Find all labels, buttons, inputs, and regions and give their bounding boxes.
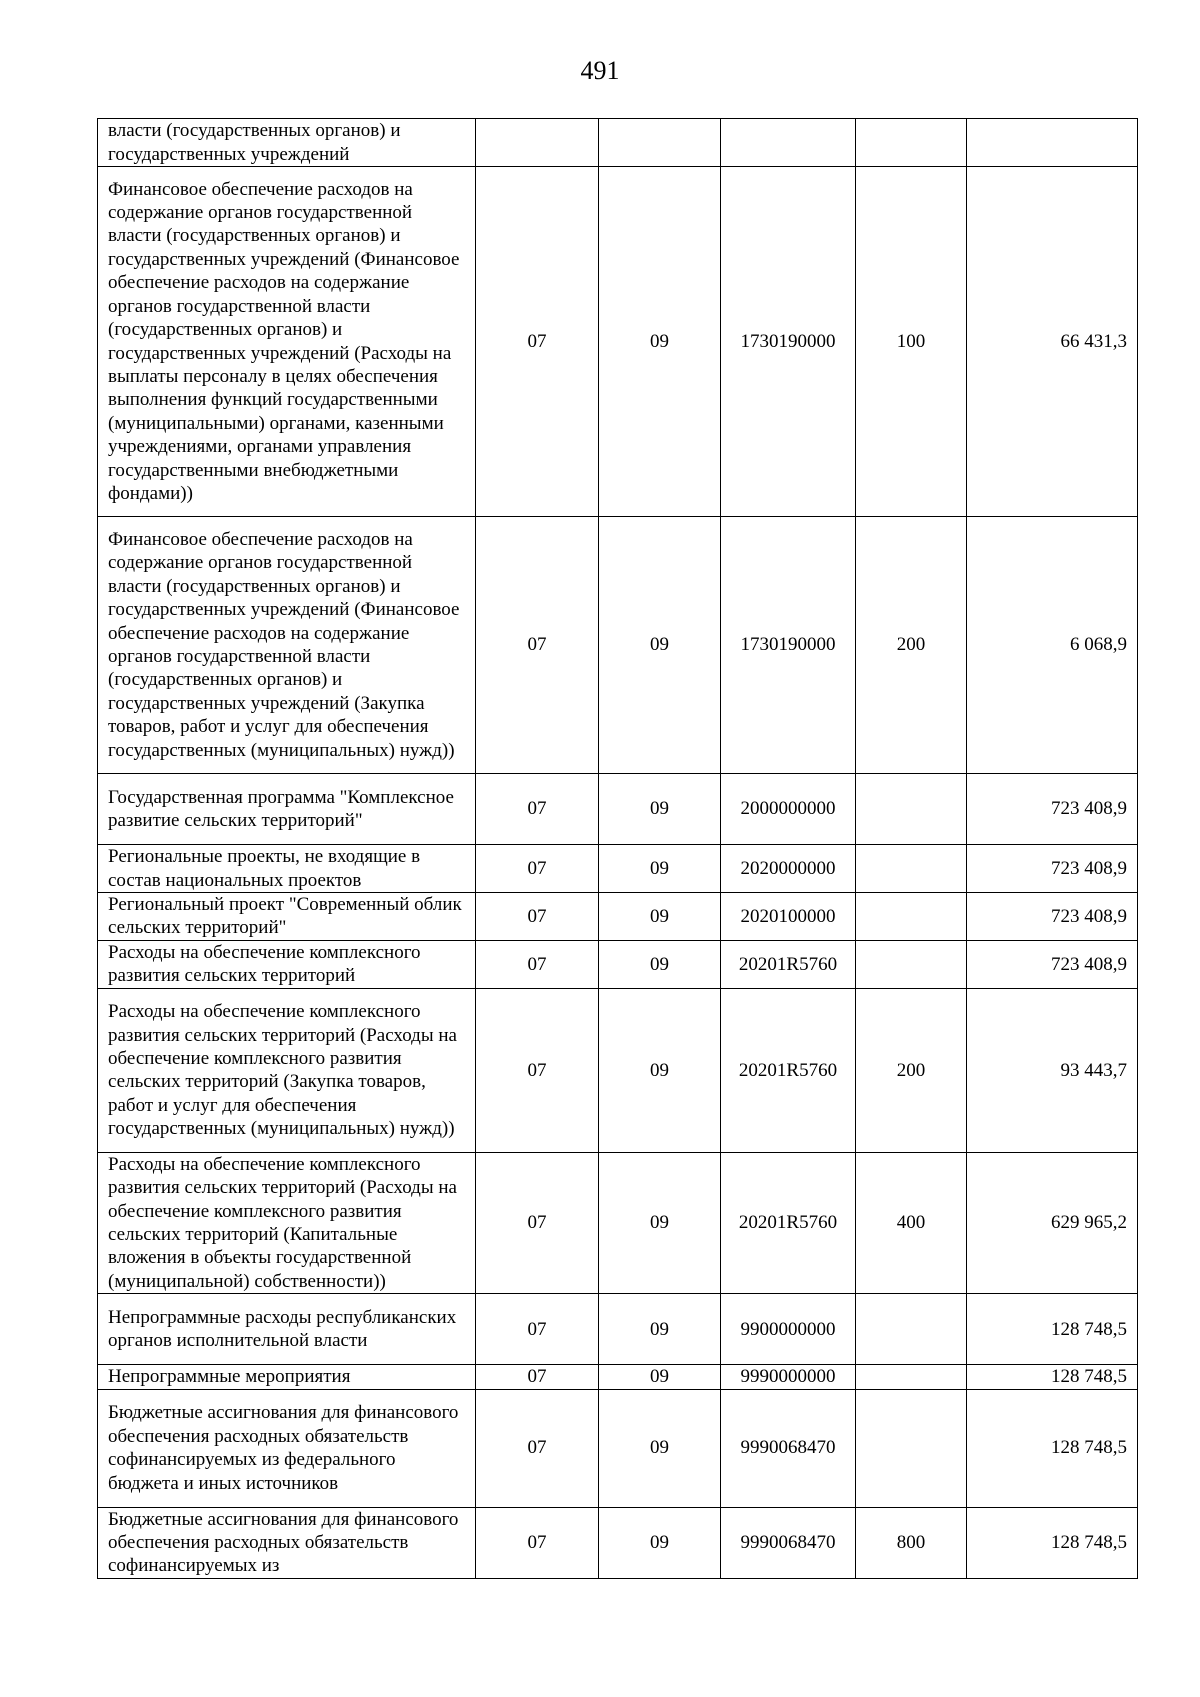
expense-type-code: 200 [856, 988, 967, 1152]
section-code: 07 [476, 988, 599, 1152]
subsection-code: 09 [599, 988, 721, 1152]
section-code: 07 [476, 1294, 599, 1365]
section-code: 07 [476, 167, 599, 517]
amount-cell: 629 965,2 [967, 1152, 1138, 1293]
amount-cell: 93 443,7 [967, 988, 1138, 1152]
table-row [98, 119, 1138, 167]
expense-type-code [856, 1389, 967, 1507]
amount-cell: 128 748,5 [967, 1294, 1138, 1365]
expense-name: Государственная программа "Комплексное развитие сельских территорий" [98, 774, 476, 845]
amount-cell: 723 408,9 [967, 774, 1138, 845]
table-row [98, 988, 1138, 1152]
subsection-code: 09 [599, 1152, 721, 1293]
table-row [98, 1294, 1138, 1365]
target-article-code: 20201R5760 [721, 1152, 856, 1293]
subsection-code [599, 119, 721, 167]
table-row [98, 517, 1138, 774]
expense-type-code: 200 [856, 517, 967, 774]
target-article-code: 20201R5760 [721, 988, 856, 1152]
expense-name: Расходы на обеспечение комплексного развития сельских территорий (Расходы на обеспечение комплексного развития сельских территорий (Закупка товаров, работ и услуг для обеспечения государственных (муниципальных) нужд)) [98, 988, 476, 1152]
expense-type-code [856, 845, 967, 893]
target-article-code: 2020000000 [721, 845, 856, 893]
subsection-code: 09 [599, 1365, 721, 1389]
subsection-code: 09 [599, 893, 721, 941]
subsection-code: 09 [599, 940, 721, 988]
target-article-code: 2020100000 [721, 893, 856, 941]
section-code: 07 [476, 940, 599, 988]
expense-type-code: 100 [856, 167, 967, 517]
expense-type-code [856, 1294, 967, 1365]
amount-cell: 128 748,5 [967, 1507, 1138, 1578]
subsection-code: 09 [599, 517, 721, 774]
page-number: 491 [580, 56, 620, 85]
table-row [98, 1365, 1138, 1389]
section-code: 07 [476, 1507, 599, 1578]
amount-cell: 6 068,9 [967, 517, 1138, 774]
expense-name: власти (государственных органов) и государственных учреждений [98, 119, 476, 167]
expense-name: Финансовое обеспечение расходов на содержание органов государственной власти (государственных органов) и государственных учреждений (Финансовое обеспечение расходов на содержание органов государственной власти (государственных органов) и государственных учреждений (Расходы на выплаты персоналу в целях обеспечения выполнения функций государственными (муниципальными) органами, казенными учреждениями, органами управления государственными внебюджетными фондами)) [98, 167, 476, 517]
target-article-code: 9900000000 [721, 1294, 856, 1365]
expense-name: Региональный проект "Современный облик сельских территорий" [98, 893, 476, 941]
expense-type-code [856, 119, 967, 167]
target-article-code: 1730190000 [721, 167, 856, 517]
subsection-code: 09 [599, 845, 721, 893]
expense-type-code [856, 940, 967, 988]
budget-table [97, 118, 1138, 1579]
table-row [98, 1152, 1138, 1293]
expense-name: Бюджетные ассигнования для финансового обеспечения расходных обязательств софинансируемых из [98, 1507, 476, 1578]
expense-name: Финансовое обеспечение расходов на содержание органов государственной власти (государственных органов) и государственных учреждений (Финансовое обеспечение расходов на содержание органов государственной власти (государственных органов) и государственных учреждений (Закупка товаров, работ и услуг для обеспечения государственных (муниципальных) нужд)) [98, 517, 476, 774]
amount-cell [967, 119, 1138, 167]
table-row [98, 774, 1138, 845]
subsection-code: 09 [599, 1507, 721, 1578]
target-article-code: 9990068470 [721, 1507, 856, 1578]
expense-type-code: 800 [856, 1507, 967, 1578]
table-row [98, 845, 1138, 893]
expense-type-code [856, 893, 967, 941]
table-row [98, 1507, 1138, 1578]
target-article-code: 1730190000 [721, 517, 856, 774]
target-article-code [721, 119, 856, 167]
section-code: 07 [476, 517, 599, 774]
section-code: 07 [476, 1365, 599, 1389]
table-row [98, 167, 1138, 517]
table-row [98, 893, 1138, 941]
expense-name: Непрограммные мероприятия [98, 1365, 476, 1389]
expense-name: Региональные проекты, не входящие в состав национальных проектов [98, 845, 476, 893]
subsection-code: 09 [599, 1389, 721, 1507]
expense-type-code [856, 1365, 967, 1389]
amount-cell: 723 408,9 [967, 893, 1138, 941]
section-code: 07 [476, 893, 599, 941]
section-code: 07 [476, 774, 599, 845]
expense-name: Расходы на обеспечение комплексного развития сельских территорий [98, 940, 476, 988]
target-article-code: 2000000000 [721, 774, 856, 845]
expense-type-code [856, 774, 967, 845]
expense-name: Непрограммные расходы республиканских органов исполнительной власти [98, 1294, 476, 1365]
target-article-code: 9990000000 [721, 1365, 856, 1389]
expense-name: Расходы на обеспечение комплексного развития сельских территорий (Расходы на обеспечение комплексного развития сельских территорий (Капитальные вложения в объекты государственной (муниципальной) собственности)) [98, 1152, 476, 1293]
section-code: 07 [476, 845, 599, 893]
expense-type-code: 400 [856, 1152, 967, 1293]
amount-cell: 66 431,3 [967, 167, 1138, 517]
amount-cell: 128 748,5 [967, 1365, 1138, 1389]
subsection-code: 09 [599, 167, 721, 517]
amount-cell: 723 408,9 [967, 940, 1138, 988]
table-row [98, 940, 1138, 988]
subsection-code: 09 [599, 1294, 721, 1365]
section-code [476, 119, 599, 167]
table-row [98, 1389, 1138, 1507]
amount-cell: 128 748,5 [967, 1389, 1138, 1507]
target-article-code: 20201R5760 [721, 940, 856, 988]
section-code: 07 [476, 1152, 599, 1293]
section-code: 07 [476, 1389, 599, 1507]
amount-cell: 723 408,9 [967, 845, 1138, 893]
target-article-code: 9990068470 [721, 1389, 856, 1507]
subsection-code: 09 [599, 774, 721, 845]
expense-name: Бюджетные ассигнования для финансового обеспечения расходных обязательств софинансируемых из федерального бюджета и иных источников [98, 1389, 476, 1507]
